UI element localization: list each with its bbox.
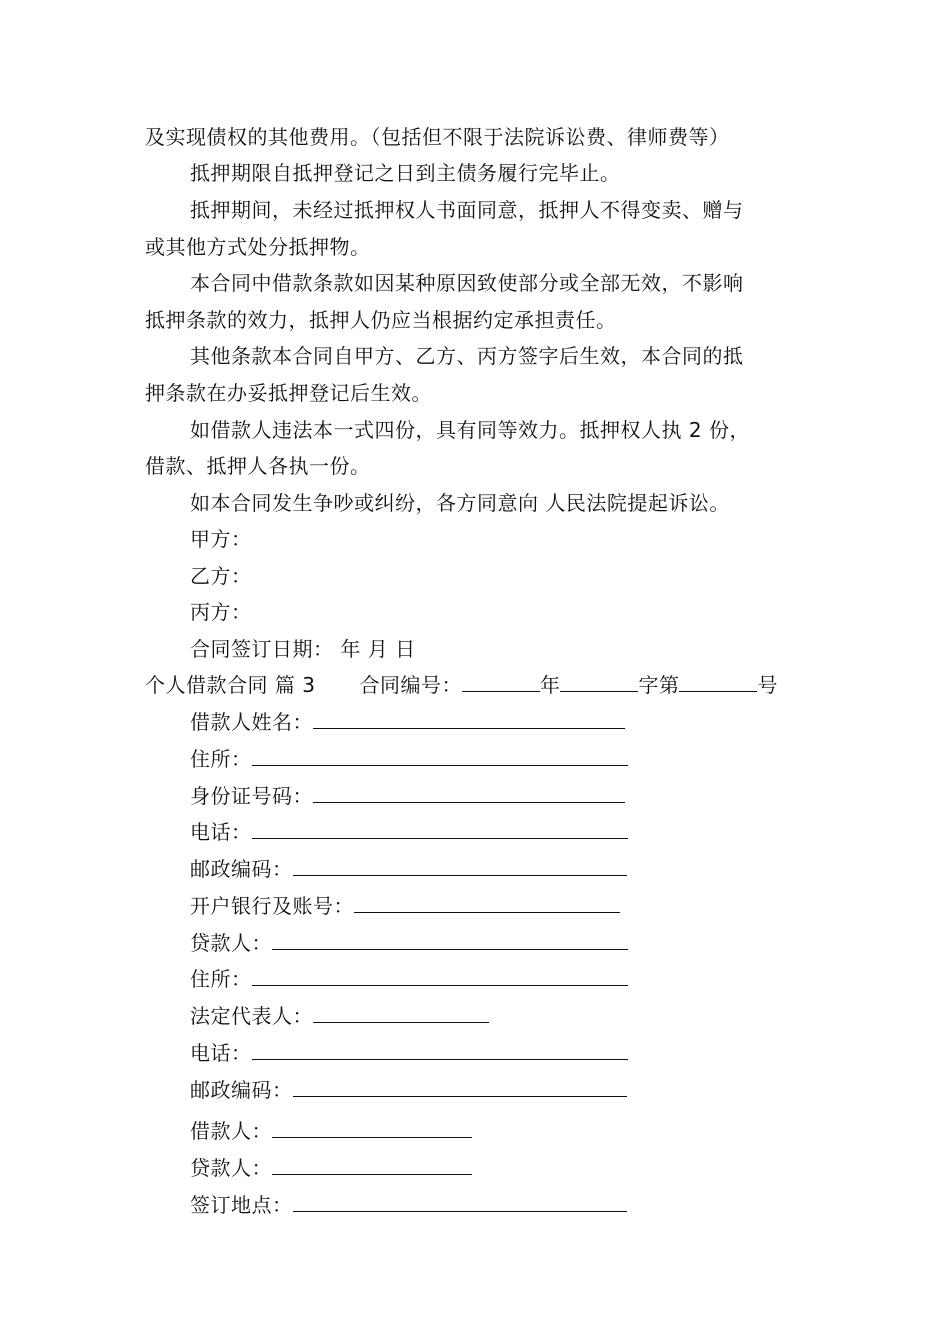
lender-phone-label: 电话： — [190, 1041, 252, 1065]
contract-title: 个人借款合同 篇 3 — [145, 673, 316, 697]
lender-sign-label: 贷款人： — [190, 1156, 272, 1180]
borrower-sign-blank[interactable] — [272, 1117, 472, 1138]
lender-blank[interactable] — [272, 929, 628, 950]
borrower-phone-blank[interactable] — [252, 818, 628, 839]
lender-label: 贷款人： — [190, 931, 272, 955]
legal-rep-blank[interactable] — [313, 1002, 489, 1023]
id-number-blank[interactable] — [313, 782, 625, 803]
sign-place-blank[interactable] — [293, 1191, 627, 1212]
paragraph-line: 其他条款本合同自甲方、乙方、丙方签字后生效，本合同的抵 — [190, 344, 744, 368]
borrower-address-row — [190, 745, 628, 773]
contract-char-blank[interactable] — [560, 671, 638, 692]
lender-address-blank[interactable] — [252, 965, 628, 986]
legal-rep-row — [190, 1002, 489, 1030]
lender-row — [190, 929, 628, 957]
lender-postcode-label: 邮政编码： — [190, 1078, 293, 1102]
borrower-sign-row — [190, 1117, 472, 1145]
contract-year-label: 年 — [539, 673, 561, 697]
paragraph-line: 如本合同发生争吵或纠纷，各方同意向 人民法院提起诉讼。 — [190, 491, 730, 515]
paragraph-line: 如借款人违法本一式四份，具有同等效力。抵押权人执 2 份， — [190, 418, 750, 442]
id-number-label: 身份证号码： — [190, 784, 313, 808]
paragraph-line: 抵押条款的效力，抵押人仍应当根据约定承担责任。 — [145, 308, 617, 332]
borrower-name-label: 借款人姓名： — [190, 710, 313, 734]
contract-number-label: 合同编号： — [359, 673, 462, 697]
borrower-postcode-blank[interactable] — [293, 855, 627, 876]
contract-no-label: 号 — [757, 673, 778, 697]
party-c-label: 丙方： — [190, 600, 252, 624]
borrower-phone-row — [190, 818, 628, 846]
sign-place-row — [190, 1191, 627, 1219]
bank-account-blank[interactable] — [354, 892, 620, 913]
paragraph-line: 本合同中借款条款如因某种原因致使部分或全部无效，不影响 — [190, 271, 744, 295]
legal-rep-label: 法定代表人： — [190, 1004, 313, 1028]
bank-account-row — [190, 892, 620, 920]
borrower-sign-label: 借款人： — [190, 1119, 272, 1143]
lender-phone-row — [190, 1039, 628, 1067]
borrower-name-row — [190, 708, 625, 736]
borrower-address-label: 住所： — [190, 747, 252, 771]
borrower-address-blank[interactable] — [252, 745, 628, 766]
contract-year-blank[interactable] — [462, 671, 540, 692]
paragraph-line: 及实现债权的其他费用。（包括但不限于法院诉讼费、律师费等） — [145, 125, 730, 149]
lender-sign-blank[interactable] — [272, 1154, 472, 1175]
borrower-postcode-label: 邮政编码： — [190, 857, 293, 881]
lender-postcode-blank[interactable] — [293, 1076, 627, 1097]
party-b-label: 乙方： — [190, 564, 252, 588]
lender-address-row — [190, 965, 628, 993]
contract-char-label: 字第 — [638, 673, 680, 697]
signing-date-label: 合同签订日期： 年 月 日 — [190, 637, 416, 661]
contract-no-blank[interactable] — [679, 671, 757, 692]
paragraph-line: 或其他方式处分抵押物。 — [145, 235, 371, 259]
lender-postcode-row — [190, 1076, 627, 1104]
sign-place-label: 签订地点： — [190, 1193, 293, 1217]
id-number-row — [190, 782, 625, 810]
borrower-postcode-row — [190, 855, 627, 883]
borrower-phone-label: 电话： — [190, 820, 252, 844]
paragraph-line: 借款、抵押人各执一份。 — [145, 454, 371, 478]
paragraph-line: 抵押期间，未经过抵押权人书面同意，抵押人不得变卖、赠与 — [190, 198, 744, 222]
party-a-label: 甲方： — [190, 527, 252, 551]
paragraph-line: 抵押期限自抵押登记之日到主债务履行完毕止。 — [190, 161, 621, 185]
paragraph-line: 押条款在办妥抵押登记后生效。 — [145, 381, 432, 405]
lender-sign-row — [190, 1154, 472, 1182]
bank-account-label: 开户银行及账号： — [190, 894, 354, 918]
borrower-name-blank[interactable] — [313, 708, 625, 729]
contract-header — [145, 671, 778, 699]
lender-address-label: 住所： — [190, 967, 252, 991]
lender-phone-blank[interactable] — [252, 1039, 628, 1060]
